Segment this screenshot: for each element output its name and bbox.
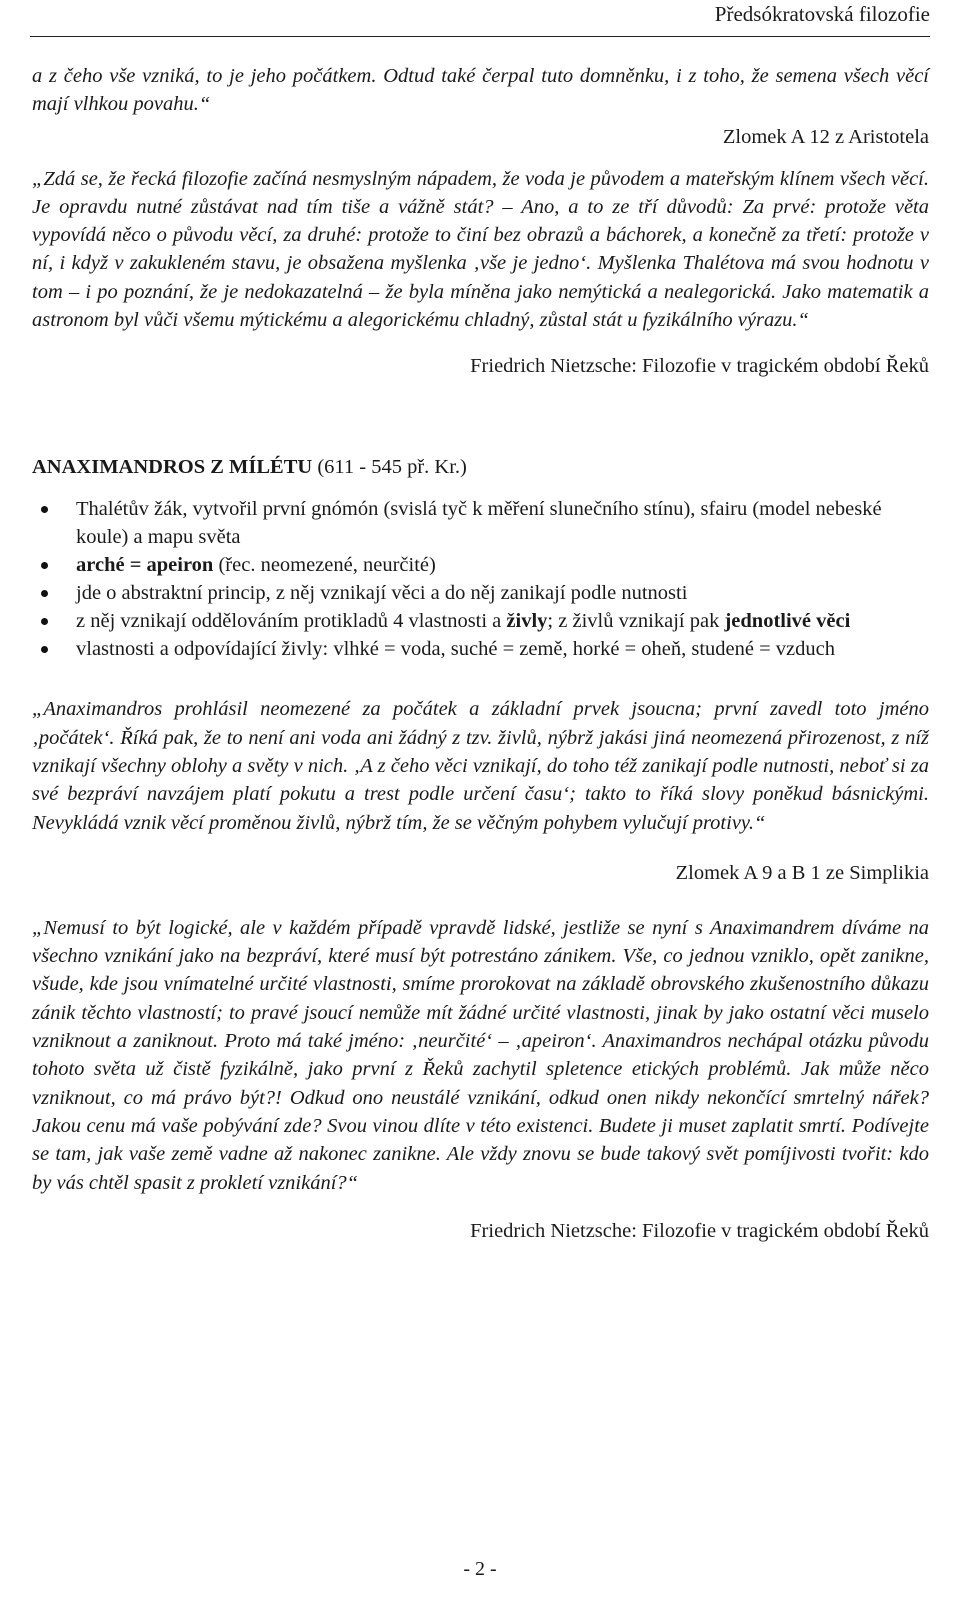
- bullet-text: (řec. neomezené, neurčité): [213, 554, 436, 577]
- bullet-text: jde o abstraktní princip, z něj vznikají věci a do něj zanikají podle nutnosti: [76, 582, 688, 605]
- thales-quote-source: Zlomek A 12 z Aristotela: [722, 125, 929, 148]
- list-item: [32, 495, 929, 551]
- anaximandros-heading-dates: (611 - 545 př. Kr.): [312, 456, 467, 479]
- anaximandros-heading-name: ANAXIMANDROS Z MÍLÉTU: [32, 456, 313, 479]
- bullet-text: vlastnosti a odpovídající živly: vlhké = voda, suché = země, horké = oheň, studené = vzduch: [76, 638, 836, 661]
- page-body: [32, 62, 929, 1245]
- list-item: [32, 579, 929, 607]
- anaximandros-heading: [32, 453, 929, 481]
- bullet-icon: [41, 562, 48, 569]
- bullet-bold: jednotlivé věci: [724, 610, 851, 633]
- bullet-bold: živly: [506, 610, 548, 633]
- nietzsche-thales-quote: „Zdá se, že řecká filozofie začíná nesmyslným nápadem, že voda je původem a mateřským klínem všech věcí. Je opravdu nutné zůstávat nad tím tiše a vážně stát? – Ano, a to ze tří důvodů: Za prvé: protože věta vypovídá něco o původu věcí, za druhé: protože to činí bez obrazů a báchorek, a konečně za třetí: protože v ní, i když v zakukleném stavu, je obsažena myšlenka ‚vše je jedno‘. Myšlenka Thalétova má svou hodnotu v tom – i po poznání, že je nedokazatelná – že byla míněna jako nemýtická a nealegorická. Jako matematik a astronom byl vůči všemu mýtickému a alegorickému chladný, zůstal stát u fyzikálního výrazu.“: [32, 167, 929, 332]
- bullet-icon: [41, 590, 48, 597]
- bullet-text: Thalétův žák, vytvořil první gnómón (svislá tyč k měření slunečního stínu), sfairu (model nebeské koule) a mapu světa: [76, 498, 882, 549]
- bullet-icon: [41, 618, 48, 625]
- nietzsche-anaximandros-source: Friedrich Nietzsche: Filozofie v tragickém období Řeků: [470, 1219, 929, 1242]
- bullet-icon: [41, 646, 48, 653]
- list-item: [32, 635, 929, 663]
- nietzsche-thales-source: Friedrich Nietzsche: Filozofie v tragickém období Řeků: [470, 355, 929, 378]
- thales-quote-continuation: a z čeho vše vzniká, to je jeho počátkem. Odtud také čerpal tuto domněnku, i z toho, že semena všech věcí mají vlhkou povahu.“: [32, 65, 929, 116]
- anaximandros-bullets: [32, 495, 929, 663]
- simplikios-quote-source: Zlomek A 9 a B 1 ze Simplikia: [675, 861, 929, 884]
- bullet-text: z něj vznikají oddělováním protikladů 4 vlastnosti a: [76, 610, 507, 633]
- nietzsche-anaximandros-quote: „Nemusí to být logické, ale v každém případě vpravdě lidské, jestliže se nyní s Anaximandrem díváme na všechno vznikání jako na bezpráví, které musí být potrestáno zánikem. Vše, co jednou vzniklo, opět zanikne, všude, kde jsou vnímatelné určité vlastnosti, smíme prorokovat na základě obrovského zkušenostního důkazu zánik těchto vlastností; to pravé jsoucí nemůže mít žádné určité vlastnosti, jinak by jako ostatní věci muselo vzniknout a zaniknout. Proto má také jméno: ‚neurčité‘ – ‚apeiron‘. Anaximandros nechápal otázku původu tohoto světa už čistě fyzikálně, jako první z Řeků zachytil spletence etických problémů. Jak může něco vzniknout, co má právo být?! Odkud ono neustálé vznikání, odkud onen nikdy nekončící smrtelný nářek? Jakou cenu má vaše pobývání zde? Svou vinou dlíte v této existenci. Budete ji muset zaplatit smrtí. Podívejte se tam, jak vaše země vadne až nakonec zanikne. Ale vždy znovu se bude takový svět pomíjivosti tvořit: kdo by vás chtěl spasit z prokletí vznikání?“: [32, 916, 929, 1194]
- bullet-icon: [41, 506, 48, 513]
- bullet-bold: arché = apeiron: [76, 554, 214, 577]
- list-item: [32, 607, 929, 635]
- page-number: - 2 -: [463, 1558, 497, 1580]
- bullet-text: ; z živlů vznikají pak: [547, 610, 725, 633]
- header-rule: [30, 36, 930, 37]
- simplikios-quote: „Anaximandros prohlásil neomezené za počátek a základní prvek jsoucna; první zavedl toto jméno ‚počátek‘. Říká pak, že to není ani voda ani žádný z tzv. živlů, nýbrž jakási jiná neomezená přirozenost, z níž vznikají všechny oblohy a světy v nich. ‚A z čeho věci vznikají, do toho též zanikají podle nutnosti, neboť si za své bezpráví navzájem platí pokutu a trest podle určení času‘; takto to říká slovy poněkud básnickými. Nevykládá vznik věcí proměnou živlů, nýbrž tím, že se věčným pohybem vylučují protivy.“: [32, 698, 929, 834]
- list-item: [32, 551, 929, 579]
- running-title: Předsókratovská filozofie: [714, 2, 930, 26]
